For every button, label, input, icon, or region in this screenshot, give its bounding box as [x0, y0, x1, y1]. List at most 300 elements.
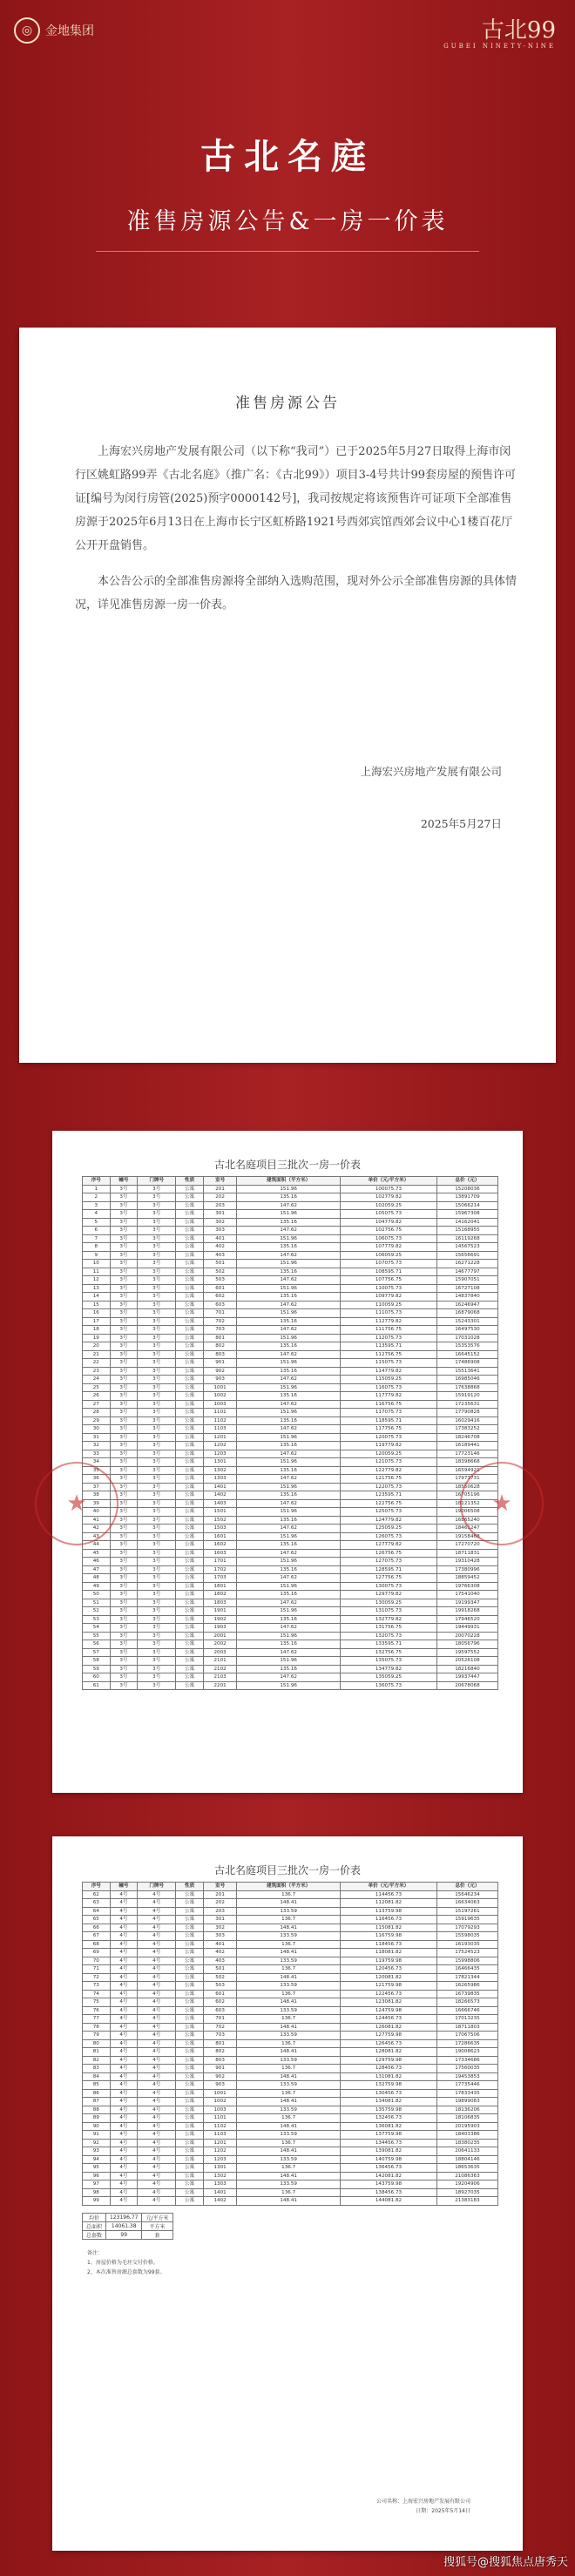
table-row — [83, 2015, 498, 2024]
table-cell: 102059.25 — [341, 1201, 437, 1210]
table-cell: 203 — [203, 1907, 236, 1916]
table-cell: 201 — [203, 1890, 236, 1899]
table-cell: 4号 — [110, 2081, 138, 2090]
table-cell: 3号 — [138, 1185, 176, 1193]
table-cell: 公寓 — [176, 1525, 204, 1533]
table-cell: 3号 — [110, 1442, 138, 1450]
table-cell: 202 — [203, 1193, 236, 1202]
table-cell: 公寓 — [176, 1973, 204, 1982]
table-cell: 17235631 — [436, 1400, 497, 1409]
table-cell: 公寓 — [176, 1965, 204, 1974]
table-cell: 公寓 — [176, 1640, 204, 1649]
column-header: 序号 — [83, 1177, 111, 1186]
table-cell: 93 — [83, 2147, 111, 2156]
table-cell: 14567523 — [436, 1243, 497, 1252]
table-cell: 4号 — [110, 1924, 138, 1932]
table-cell: 公寓 — [176, 1359, 204, 1368]
table-cell: 113759.98 — [341, 1907, 437, 1916]
table-cell: 3号 — [138, 1673, 176, 1682]
table-cell: 4号 — [138, 2089, 176, 2098]
table-row — [83, 1508, 498, 1517]
table-cell: 18136206 — [436, 2106, 497, 2114]
table-cell: 4号 — [110, 2131, 138, 2140]
table-cell: 公寓 — [176, 1392, 204, 1401]
column-header: 建筑面积（平方米） — [237, 1177, 341, 1186]
table-cell: 121759.98 — [341, 1982, 437, 1991]
table-cell: 17560035 — [436, 2065, 497, 2073]
table-row — [83, 1499, 498, 1508]
table-cell: 3号 — [110, 1599, 138, 1607]
table-cell: 15 — [83, 1301, 111, 1309]
summary-cell: 总套数 — [83, 2230, 106, 2239]
table-cell: 3号 — [138, 1458, 176, 1467]
table-cell: 18550628 — [436, 1483, 497, 1491]
table-cell: 44 — [83, 1541, 111, 1550]
table-cell: 13891709 — [436, 1193, 497, 1202]
table-cell: 702 — [203, 1317, 236, 1326]
table-cell: 151.96 — [237, 1657, 341, 1666]
table-cell: 4号 — [138, 1932, 176, 1941]
table-cell: 3号 — [110, 1508, 138, 1517]
table-cell: 115059.25 — [341, 1376, 437, 1384]
brand-right-name: 古北99 — [481, 17, 556, 44]
table-cell: 1001 — [203, 2089, 236, 2098]
table-cell: 3号 — [110, 1301, 138, 1309]
table-cell: 108595.71 — [341, 1268, 437, 1276]
table-cell: 公寓 — [176, 2180, 204, 2189]
table-row — [83, 1990, 498, 1998]
table-cell: 3号 — [110, 1416, 138, 1425]
table-cell: 133.59 — [237, 1907, 341, 1916]
table-cell: 135.16 — [237, 1193, 341, 1202]
table-cell: 19453853 — [436, 2072, 497, 2081]
table-cell: 公寓 — [176, 1201, 204, 1210]
notice-date: 2025年5月27日 — [420, 817, 502, 830]
table-cell: 4号 — [138, 1965, 176, 1974]
table-cell: 3号 — [110, 1243, 138, 1252]
table-cell: 公寓 — [176, 1334, 204, 1342]
table-cell: 118595.71 — [341, 1416, 437, 1425]
table-cell: 119779.82 — [341, 1442, 437, 1450]
table-cell: 20678068 — [436, 1681, 497, 1690]
table-cell: 3号 — [110, 1657, 138, 1666]
table-cell: 3号 — [138, 1201, 176, 1210]
table-cell: 151.96 — [237, 1681, 341, 1690]
table-cell: 135.16 — [237, 1416, 341, 1425]
table-cell: 901 — [203, 2065, 236, 2073]
table-cell: 503 — [203, 1982, 236, 1991]
table-row — [83, 1342, 498, 1351]
table-cell: 公寓 — [176, 1681, 204, 1690]
table-cell: 公寓 — [176, 1582, 204, 1591]
table-cell: 2001 — [203, 1632, 236, 1640]
table-cell: 151.96 — [237, 1458, 341, 1467]
table-cell: 115081.82 — [341, 1924, 437, 1932]
table-cell: 73 — [83, 1982, 111, 1991]
table-cell: 903 — [203, 1376, 236, 1384]
table-cell: 3号 — [138, 1532, 176, 1541]
table-cell: 16119268 — [436, 1234, 497, 1243]
table-cell: 91 — [83, 2131, 111, 2140]
table-cell: 92 — [83, 2139, 111, 2147]
table-cell: 公寓 — [176, 1982, 204, 1991]
table-cell: 42 — [83, 1525, 111, 1533]
table-cell: 17541040 — [436, 1591, 497, 1599]
table-cell: 公寓 — [176, 1309, 204, 1318]
table-row — [83, 1466, 498, 1475]
column-header: 门牌号 — [138, 1177, 176, 1186]
table-cell: 151.96 — [237, 1260, 341, 1268]
table-cell: 702 — [203, 2023, 236, 2032]
table-cell: 公寓 — [176, 1483, 204, 1491]
table-row — [83, 1293, 498, 1302]
table-cell: 136.7 — [237, 1916, 341, 1924]
table-cell: 1303 — [203, 2180, 236, 2189]
table-cell: 公寓 — [176, 1185, 204, 1193]
table-cell: 136.7 — [237, 2065, 341, 2073]
table-cell: 3号 — [138, 1433, 176, 1442]
table-cell: 17013235 — [436, 2015, 497, 2024]
table-cell: 37 — [83, 1483, 111, 1491]
table-cell: 3号 — [138, 1392, 176, 1401]
table-cell: 16271228 — [436, 1260, 497, 1268]
table-cell: 17638868 — [436, 1383, 497, 1392]
table-cell: 4号 — [138, 2147, 176, 2156]
table-cell: 126456.73 — [341, 2039, 437, 2048]
table-cell: 4号 — [110, 2114, 138, 2123]
table-cell: 16189441 — [436, 1442, 497, 1450]
table-cell: 147.62 — [237, 1251, 341, 1260]
table-cell: 3号 — [110, 1218, 138, 1227]
table-cell: 139081.82 — [341, 2147, 437, 2156]
table-cell: 21383183 — [436, 2197, 497, 2206]
table-cell: 131081.82 — [341, 2072, 437, 2081]
table-cell: 3号 — [110, 1591, 138, 1599]
table-cell: 3号 — [138, 1367, 176, 1376]
table-cell: 148.41 — [237, 1973, 341, 1982]
table-cell: 4号 — [110, 1965, 138, 1974]
table-cell: 1802 — [203, 1591, 236, 1599]
table-cell: 151.96 — [237, 1483, 341, 1491]
table-row — [83, 1640, 498, 1649]
table-cell: 134081.82 — [341, 2098, 437, 2106]
table-cell: 132756.75 — [341, 1648, 437, 1657]
table-cell: 4号 — [138, 1940, 176, 1949]
table-row — [83, 1227, 498, 1235]
table-cell: 23 — [83, 1367, 111, 1376]
table-cell: 151.96 — [237, 1383, 341, 1392]
table-cell: 20526108 — [436, 1657, 497, 1666]
notice-document — [19, 328, 556, 1063]
table-row — [83, 1475, 498, 1484]
table-cell: 603 — [203, 2006, 236, 2015]
table-cell: 116756.75 — [341, 1400, 437, 1409]
table-cell: 3号 — [110, 1227, 138, 1235]
table-row — [83, 1582, 498, 1591]
table-cell: 3号 — [138, 1425, 176, 1434]
table-cell: 14677797 — [436, 1268, 497, 1276]
table-cell: 4号 — [110, 1907, 138, 1916]
table-cell: 4号 — [110, 2147, 138, 2156]
price-table-page-1 — [52, 1131, 523, 1793]
table-cell: 4号 — [138, 2164, 176, 2173]
table-cell: 3号 — [110, 1185, 138, 1193]
table-cell: 公寓 — [176, 1648, 204, 1657]
table-cell: 15646234 — [436, 1890, 497, 1899]
table-cell: 公寓 — [176, 1632, 204, 1640]
table-cell: 公寓 — [176, 1210, 204, 1219]
footer-date: 日期：2025年5月14日 — [416, 2508, 470, 2514]
brand-left-name: 金地集团 — [45, 24, 94, 38]
table-cell: 137759.98 — [341, 2131, 437, 2140]
table-cell: 公寓 — [176, 1276, 204, 1285]
table-cell: 1202 — [203, 2147, 236, 2156]
table-cell: 3号 — [138, 1210, 176, 1219]
table-cell: 公寓 — [176, 2032, 204, 2040]
table-cell: 15513641 — [436, 1367, 497, 1376]
table-cell: 18711831 — [436, 1549, 497, 1558]
table-cell: 15353576 — [436, 1342, 497, 1351]
table-row — [83, 2089, 498, 2098]
table-cell: 21086363 — [436, 2172, 497, 2180]
table-cell: 公寓 — [176, 2006, 204, 2015]
table-cell: 公寓 — [176, 1665, 204, 1673]
table-cell: 1001 — [203, 1383, 236, 1392]
table-cell: 3号 — [138, 1648, 176, 1657]
table-cell: 公寓 — [176, 1326, 204, 1335]
swirl-logo-icon: ◎ — [14, 17, 40, 44]
table-cell: 136.7 — [237, 2164, 341, 2173]
table-row — [83, 1957, 498, 1965]
table-cell: 公寓 — [176, 1442, 204, 1450]
table-cell: 3号 — [138, 1624, 176, 1633]
table-cell: 公寓 — [176, 1657, 204, 1666]
table-cell: 3号 — [138, 1483, 176, 1491]
table-cell: 151.96 — [237, 1433, 341, 1442]
table-row — [83, 1624, 498, 1633]
table-cell: 3号 — [110, 1607, 138, 1616]
table-cell: 1403 — [203, 1499, 236, 1508]
table-cell: 3号 — [138, 1499, 176, 1508]
table-cell: 135.16 — [237, 1367, 341, 1376]
notice-paragraph-2: 本公告公示的全部准售房源将全部纳入选购范围，现对外公示全部准售房源的具体情况，详见准售房源一房一价表。 — [75, 575, 518, 612]
table-cell: 148.41 — [237, 1899, 341, 1908]
table-cell: 147.62 — [237, 1475, 341, 1484]
table-cell: 147.62 — [237, 1499, 341, 1508]
footer-company: 公司名称：上海宏兴房地产发展有限公司 — [375, 2498, 470, 2505]
table-row — [83, 2072, 498, 2081]
table-cell: 35 — [83, 1466, 111, 1475]
table-cell: 15656691 — [436, 1251, 497, 1260]
table-cell: 3号 — [110, 1284, 138, 1293]
table-cell: 70 — [83, 1957, 111, 1965]
table-cell: 135759.98 — [341, 2106, 437, 2114]
table-cell: 129779.82 — [341, 1591, 437, 1599]
table-row — [83, 1532, 498, 1541]
table-row — [83, 1483, 498, 1491]
table-cell: 18 — [83, 1326, 111, 1335]
table-row — [83, 2048, 498, 2057]
table-cell: 66 — [83, 1924, 111, 1932]
table-cell: 43 — [83, 1532, 111, 1541]
table-cell: 3号 — [138, 1565, 176, 1574]
table-cell: 公寓 — [176, 1615, 204, 1624]
table-cell: 3号 — [110, 1491, 138, 1500]
table-cell: 3号 — [138, 1376, 176, 1384]
table-cell: 123081.82 — [341, 1998, 437, 2007]
table-cell: 133.59 — [237, 2106, 341, 2114]
table-cell: 16865240 — [436, 1516, 497, 1525]
table-cell: 公寓 — [176, 1383, 204, 1392]
table-cell: 78 — [83, 2023, 111, 2032]
table-cell: 3号 — [110, 1201, 138, 1210]
column-header: 室号 — [203, 1177, 236, 1186]
table-cell: 503 — [203, 1276, 236, 1285]
table-cell: 601 — [203, 1990, 236, 1998]
table-cell: 3号 — [138, 1582, 176, 1591]
table-row — [83, 1574, 498, 1583]
table-cell: 151.96 — [237, 1334, 341, 1342]
table-cell: 3号 — [110, 1549, 138, 1558]
table-cell: 3号 — [138, 1350, 176, 1359]
table-cell: 1203 — [203, 2155, 236, 2164]
table-cell: 98 — [83, 2188, 111, 2197]
table-cell: 4号 — [110, 1932, 138, 1941]
table-cell: 4号 — [110, 1998, 138, 2007]
table-cell: 4号 — [110, 2056, 138, 2065]
column-header: 性质 — [176, 1177, 204, 1186]
table-cell: 20070228 — [436, 1632, 497, 1640]
table-cell: 17946520 — [436, 1615, 497, 1624]
table-header-row — [83, 1177, 498, 1186]
table-row — [83, 1632, 498, 1640]
table-cell: 15066214 — [436, 1201, 497, 1210]
table-cell: 3号 — [138, 1466, 176, 1475]
table-cell: 901 — [203, 1359, 236, 1368]
table-cell: 19937447 — [436, 1673, 497, 1682]
table-cell: 17973731 — [436, 1475, 497, 1484]
table-row — [83, 2197, 498, 2206]
table-cell: 4号 — [138, 2197, 176, 2206]
table-cell: 3号 — [138, 1227, 176, 1235]
table-cell: 17334686 — [436, 2056, 497, 2065]
table-cell: 75 — [83, 1998, 111, 2007]
table-row — [83, 1409, 498, 1417]
table-cell: 公寓 — [176, 1574, 204, 1583]
table-cell: 4号 — [110, 2089, 138, 2098]
table-cell: 14837840 — [436, 1293, 497, 1302]
table-cell: 115075.73 — [341, 1359, 437, 1368]
table-row — [83, 1268, 498, 1276]
summary-row — [83, 2213, 173, 2221]
table-row — [83, 1607, 498, 1616]
table-cell: 136.7 — [237, 1965, 341, 1974]
table-cell: 151.96 — [237, 1210, 341, 1219]
table-cell: 4号 — [110, 2039, 138, 2048]
table-cell: 4号 — [138, 2188, 176, 2197]
table-cell: 501 — [203, 1260, 236, 1268]
table-cell: 59 — [83, 1665, 111, 1673]
table-cell: 16466435 — [436, 1965, 497, 1974]
table-cell: 72 — [83, 1973, 111, 1982]
table-cell: 26 — [83, 1392, 111, 1401]
table-cell: 3号 — [110, 1260, 138, 1268]
brand-left-logo — [14, 17, 94, 44]
table-cell: 127075.73 — [341, 1558, 437, 1566]
table-cell: 15919635 — [436, 1916, 497, 1924]
table-row — [83, 1301, 498, 1309]
table-cell: 3号 — [138, 1317, 176, 1326]
table-cell: 133.59 — [237, 1982, 341, 1991]
table-row — [83, 2056, 498, 2065]
table-cell: 19204906 — [436, 2180, 497, 2189]
table-cell: 88 — [83, 2106, 111, 2114]
table-row — [83, 1899, 498, 1908]
table-cell: 140759.98 — [341, 2155, 437, 2164]
table-cell: 4号 — [110, 2106, 138, 2114]
table-cell: 114456.73 — [341, 1890, 437, 1899]
table-cell: 55 — [83, 1632, 111, 1640]
notice-body — [75, 440, 518, 617]
table-cell: 403 — [203, 1251, 236, 1260]
table-cell: 143759.98 — [341, 2180, 437, 2189]
table-cell: 16634063 — [436, 1899, 497, 1908]
table-cell: 97 — [83, 2180, 111, 2189]
table-cell: 401 — [203, 1234, 236, 1243]
table-row — [83, 1525, 498, 1533]
table-row — [83, 2147, 498, 2156]
table-cell: 14162041 — [436, 1218, 497, 1227]
table-cell: 2102 — [203, 1665, 236, 1673]
table-cell: 1901 — [203, 1607, 236, 1616]
table-cell: 3号 — [138, 1268, 176, 1276]
table-cell: 1503 — [203, 1525, 236, 1533]
table-cell: 151.96 — [237, 1185, 341, 1193]
table-cell: 122075.73 — [341, 1483, 437, 1491]
table-cell: 57 — [83, 1648, 111, 1657]
table-cell: 136.7 — [237, 2015, 341, 2024]
table-cell: 133.59 — [237, 1957, 341, 1965]
table-cell: 公寓 — [176, 2122, 204, 2131]
table-cell: 147.62 — [237, 1525, 341, 1533]
table-cell: 公寓 — [176, 2164, 204, 2173]
table-cell: 公寓 — [176, 1516, 204, 1525]
table-row — [83, 2155, 498, 2164]
table-cell: 3号 — [138, 1234, 176, 1243]
table-row — [83, 1973, 498, 1982]
table-cell: 3 — [83, 1201, 111, 1210]
column-header: 室号 — [203, 1883, 236, 1891]
table-row — [83, 2039, 498, 2048]
table-cell: 147.62 — [237, 1350, 341, 1359]
table-row — [83, 2081, 498, 2090]
table-cell: 109779.82 — [341, 1293, 437, 1302]
table-cell: 151.96 — [237, 1309, 341, 1318]
table-cell: 19918268 — [436, 1607, 497, 1616]
table-cell: 133.59 — [237, 1932, 341, 1941]
table-cell: 147.62 — [237, 1201, 341, 1210]
table-cell: 3号 — [110, 1648, 138, 1657]
table-cell: 15907051 — [436, 1276, 497, 1285]
table-cell: 3号 — [138, 1276, 176, 1285]
table-cell: 4号 — [110, 2098, 138, 2106]
table-row — [83, 1234, 498, 1243]
table-cell: 4号 — [138, 2023, 176, 2032]
table-cell: 4号 — [110, 2065, 138, 2073]
table-cell: 151.96 — [237, 1508, 341, 1517]
table-cell: 29 — [83, 1416, 111, 1425]
table-cell: 134456.73 — [341, 2139, 437, 2147]
